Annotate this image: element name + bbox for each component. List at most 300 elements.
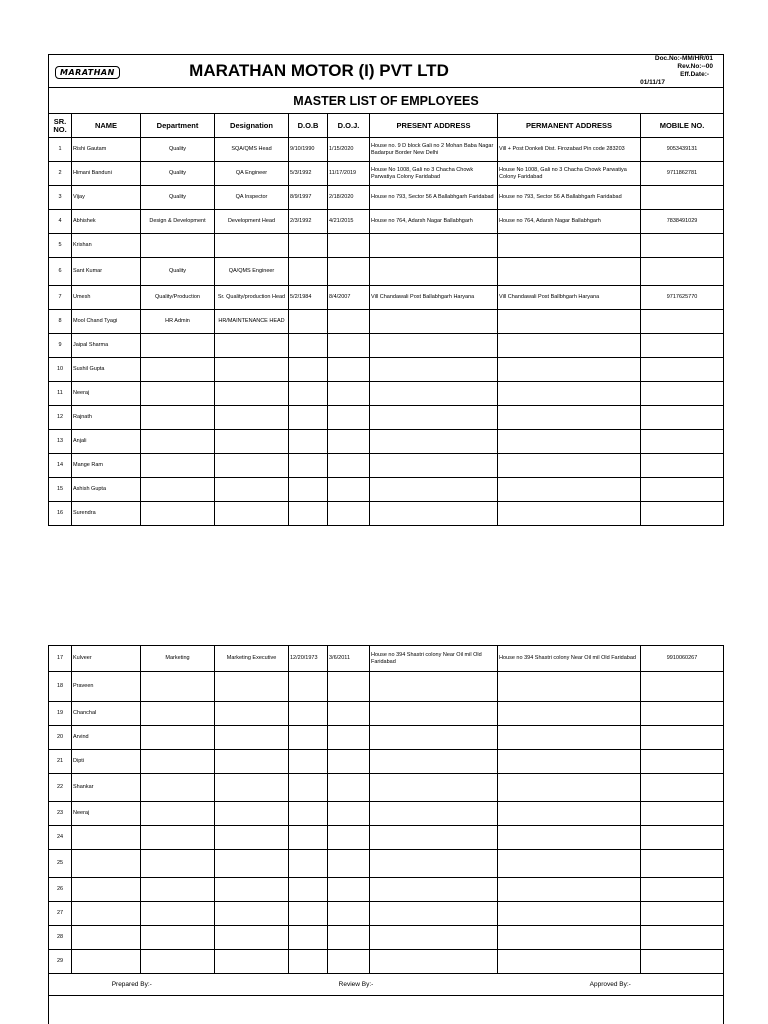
table-row [49, 430, 724, 454]
cell-designation [215, 950, 289, 974]
cell-permanent-address [498, 850, 641, 878]
revision-number: Rev.No:--00 [677, 63, 714, 70]
cell-department [141, 406, 215, 430]
cell-department [141, 902, 215, 926]
signature-space-row [49, 996, 724, 1024]
cell-doj: 11/17/2019 [328, 162, 370, 186]
table-row [49, 258, 724, 286]
col-name: NAME [72, 114, 141, 138]
cell-sr: 27 [49, 902, 72, 926]
cell-present-address [370, 234, 498, 258]
table-row [49, 826, 724, 850]
cell-designation: QA Engineer [215, 162, 289, 186]
cell-mobile: 9711862781 [641, 162, 724, 186]
cell-mobile [641, 430, 724, 454]
cell-dob [289, 902, 328, 926]
cell-designation [215, 850, 289, 878]
cell-name: Kulveer [72, 646, 141, 672]
cell-designation [215, 430, 289, 454]
cell-dob [289, 502, 328, 526]
cell-present-address [370, 826, 498, 850]
cell-dob [289, 672, 328, 702]
cell-permanent-address: Vill Chandawali Post Ballbhgarh Haryana [498, 286, 641, 310]
cell-present-address [370, 850, 498, 878]
cell-sr: 28 [49, 926, 72, 950]
title-row [49, 88, 724, 114]
logo-cell [49, 55, 141, 88]
cell-dob [289, 430, 328, 454]
cell-permanent-address [498, 382, 641, 406]
cell-dob: 5/2/1984 [289, 286, 328, 310]
cell-doj [328, 826, 370, 850]
effective-date-label: Eff.Date:- [680, 71, 710, 78]
table-row [49, 774, 724, 802]
cell-department [141, 702, 215, 726]
cell-dob: 9/10/1990 [289, 138, 328, 162]
cell-present-address [370, 902, 498, 926]
cell-designation [215, 802, 289, 826]
cell-dob [289, 358, 328, 382]
cell-name [72, 878, 141, 902]
cell-designation [215, 726, 289, 750]
cell-dob [289, 406, 328, 430]
col-present-address: PRESENT ADDRESS [370, 114, 498, 138]
cell-department [141, 358, 215, 382]
cell-dob [289, 310, 328, 334]
cell-designation [215, 358, 289, 382]
cell-name: Himani Banduni [72, 162, 141, 186]
table-row [49, 902, 724, 926]
cell-name: Rajnath [72, 406, 141, 430]
cell-sr: 16 [49, 502, 72, 526]
cell-permanent-address [498, 478, 641, 502]
cell-sr: 17 [49, 646, 72, 672]
cell-mobile [641, 186, 724, 210]
table-row [49, 454, 724, 478]
cell-doj [328, 502, 370, 526]
cell-mobile [641, 902, 724, 926]
col-designation: Designation [215, 114, 289, 138]
cell-permanent-address [498, 358, 641, 382]
cell-dob [289, 878, 328, 902]
cell-designation [215, 878, 289, 902]
cell-name: Anjali [72, 430, 141, 454]
cell-sr: 7 [49, 286, 72, 310]
table-row [49, 210, 724, 234]
cell-permanent-address [498, 950, 641, 974]
cell-department: Quality/Production [141, 286, 215, 310]
cell-mobile [641, 702, 724, 726]
cell-sr: 10 [49, 358, 72, 382]
cell-sr: 20 [49, 726, 72, 750]
cell-dob: 2/3/1992 [289, 210, 328, 234]
cell-department [141, 334, 215, 358]
cell-permanent-address: Vill + Post Donkeli Dist. Firozabad Pin code 283203 [498, 138, 641, 162]
cell-permanent-address [498, 774, 641, 802]
table-row [49, 672, 724, 702]
cell-name: Chanchal [72, 702, 141, 726]
cell-department [141, 878, 215, 902]
cell-mobile: 9717625770 [641, 286, 724, 310]
cell-present-address [370, 774, 498, 802]
table-row [49, 286, 724, 310]
cell-name: Dipti [72, 750, 141, 774]
cell-sr: 24 [49, 826, 72, 850]
cell-name [72, 926, 141, 950]
cell-department: Quality [141, 138, 215, 162]
col-permanent-address: PERMANENT ADDRESS [498, 114, 641, 138]
cell-mobile: 9910060267 [641, 646, 724, 672]
cell-mobile [641, 478, 724, 502]
cell-sr: 22 [49, 774, 72, 802]
cell-designation [215, 902, 289, 926]
cell-sr: 2 [49, 162, 72, 186]
cell-doj [328, 878, 370, 902]
cell-dob: 5/3/1992 [289, 162, 328, 186]
cell-sr: 14 [49, 454, 72, 478]
cell-designation [215, 382, 289, 406]
cell-name: Neeraj [72, 382, 141, 406]
cell-doj [328, 258, 370, 286]
effective-date: 01/11/17 [640, 79, 666, 86]
cell-name [72, 950, 141, 974]
review-by-label: Review By:- [215, 974, 498, 996]
cell-name [72, 902, 141, 926]
cell-present-address [370, 478, 498, 502]
cell-present-address [370, 502, 498, 526]
cell-designation [215, 234, 289, 258]
col-doj: D.O.J. [328, 114, 370, 138]
cell-permanent-address [498, 750, 641, 774]
cell-designation [215, 454, 289, 478]
cell-sr: 13 [49, 430, 72, 454]
table-row [49, 750, 724, 774]
cell-present-address [370, 878, 498, 902]
cell-dob [289, 950, 328, 974]
cell-name: Ashish Gupta [72, 478, 141, 502]
cell-department [141, 826, 215, 850]
cell-mobile [641, 334, 724, 358]
table-row [49, 850, 724, 878]
cell-department [141, 502, 215, 526]
cell-mobile [641, 382, 724, 406]
table-row [49, 334, 724, 358]
cell-designation [215, 702, 289, 726]
cell-present-address [370, 750, 498, 774]
cell-department [141, 478, 215, 502]
cell-doj [328, 672, 370, 702]
cell-doj [328, 478, 370, 502]
cell-present-address: House No 1008, Gali no 3 Chacha Chowk Parwatiya Colony Faridabad [370, 162, 498, 186]
cell-designation: QA/QMS Engineer [215, 258, 289, 286]
cell-mobile [641, 774, 724, 802]
cell-department [141, 234, 215, 258]
page-title: MASTER LIST OF EMPLOYEES [49, 88, 724, 114]
cell-permanent-address [498, 672, 641, 702]
cell-dob [289, 478, 328, 502]
cell-name: Vijay [72, 186, 141, 210]
cell-department [141, 774, 215, 802]
cell-designation: SQA/QMS Head [215, 138, 289, 162]
cell-sr: 23 [49, 802, 72, 826]
cell-mobile [641, 850, 724, 878]
employee-table-page2 [48, 645, 724, 1024]
table-row [49, 702, 724, 726]
cell-designation [215, 750, 289, 774]
table-row [49, 646, 724, 672]
cell-name: Praveen [72, 672, 141, 702]
cell-dob [289, 774, 328, 802]
cell-dob [289, 334, 328, 358]
doc-number: Doc.No:-MM/HR/01 [654, 55, 714, 62]
cell-dob [289, 234, 328, 258]
cell-designation [215, 502, 289, 526]
cell-dob [289, 850, 328, 878]
cell-name: Shankar [72, 774, 141, 802]
table-row [49, 162, 724, 186]
cell-permanent-address [498, 234, 641, 258]
cell-permanent-address [498, 430, 641, 454]
cell-mobile [641, 358, 724, 382]
cell-present-address: House no. 9 D block Gali no 2 Mohan Baba Nagar Badarpur Border New Delhi [370, 138, 498, 162]
cell-name: Sushil Gupta [72, 358, 141, 382]
cell-mobile [641, 826, 724, 850]
cell-present-address [370, 382, 498, 406]
cell-present-address: House no 793, Sector 56 A Ballabhgarh Faridabad [370, 186, 498, 210]
cell-designation: Marketing Executive [215, 646, 289, 672]
cell-name: Mange Ram [72, 454, 141, 478]
cell-doj [328, 702, 370, 726]
cell-doj [328, 430, 370, 454]
cell-permanent-address [498, 454, 641, 478]
cell-department [141, 802, 215, 826]
cell-permanent-address [498, 258, 641, 286]
cell-doj: 4/21/2015 [328, 210, 370, 234]
table-row [49, 926, 724, 950]
table-row [49, 950, 724, 974]
cell-present-address [370, 726, 498, 750]
company-logo: MARATHAN [55, 66, 120, 79]
cell-doj [328, 802, 370, 826]
cell-sr: 6 [49, 258, 72, 286]
cell-name: Arvind [72, 726, 141, 750]
cell-doj [328, 926, 370, 950]
cell-name: Sant Kumar [72, 258, 141, 286]
document-header [49, 55, 724, 88]
cell-name [72, 826, 141, 850]
cell-dob: 8/9/1997 [289, 186, 328, 210]
column-header-row [49, 114, 724, 138]
cell-designation [215, 926, 289, 950]
employee-rows-page2 [49, 646, 724, 974]
prepared-by-label: Prepared By:- [49, 974, 215, 996]
cell-mobile [641, 310, 724, 334]
table-row [49, 406, 724, 430]
cell-designation: Development Head [215, 210, 289, 234]
employee-table-page1 [48, 54, 724, 526]
cell-dob: 12/20/1973 [289, 646, 328, 672]
cell-department [141, 672, 215, 702]
cell-present-address: Vill Chandawali Post Ballabhgarh Haryana [370, 286, 498, 310]
cell-sr: 29 [49, 950, 72, 974]
cell-department: Quality [141, 186, 215, 210]
cell-name: Mool Chand Tyagi [72, 310, 141, 334]
cell-name [72, 850, 141, 878]
signature-labels-row [49, 974, 724, 996]
cell-permanent-address [498, 926, 641, 950]
cell-designation [215, 774, 289, 802]
cell-department [141, 726, 215, 750]
cell-present-address [370, 258, 498, 286]
cell-sr: 11 [49, 382, 72, 406]
table-row [49, 138, 724, 162]
cell-sr: 26 [49, 878, 72, 902]
cell-mobile [641, 672, 724, 702]
cell-dob [289, 750, 328, 774]
cell-doj [328, 382, 370, 406]
cell-designation: Sr. Quality/production Head [215, 286, 289, 310]
cell-sr: 8 [49, 310, 72, 334]
cell-dob [289, 702, 328, 726]
cell-name: Neeraj [72, 802, 141, 826]
cell-present-address: House no 394 Shastri colony Near Oil mil Old Faridabad [370, 646, 498, 672]
cell-doj [328, 406, 370, 430]
cell-department [141, 750, 215, 774]
cell-mobile: 7838491029 [641, 210, 724, 234]
cell-name: Krishan [72, 234, 141, 258]
table-row [49, 502, 724, 526]
table-row [49, 726, 724, 750]
cell-designation: QA Inspector [215, 186, 289, 210]
cell-permanent-address [498, 878, 641, 902]
cell-present-address [370, 334, 498, 358]
col-sr: SR. NO. [49, 114, 72, 138]
cell-doj [328, 850, 370, 878]
cell-present-address: House no 764, Adarsh Nagar Ballabhgarh [370, 210, 498, 234]
cell-designation [215, 334, 289, 358]
cell-permanent-address [498, 726, 641, 750]
cell-dob [289, 726, 328, 750]
table-row [49, 358, 724, 382]
cell-doj: 2/18/2020 [328, 186, 370, 210]
cell-present-address [370, 406, 498, 430]
cell-mobile [641, 258, 724, 286]
cell-department [141, 950, 215, 974]
cell-doj [328, 334, 370, 358]
cell-doj [328, 750, 370, 774]
cell-mobile [641, 802, 724, 826]
cell-permanent-address [498, 310, 641, 334]
cell-mobile [641, 926, 724, 950]
cell-dob [289, 926, 328, 950]
company-name: MARATHAN MOTOR (I) PVT LTD [141, 55, 498, 88]
cell-department [141, 454, 215, 478]
table-row [49, 802, 724, 826]
cell-sr: 3 [49, 186, 72, 210]
cell-doj [328, 950, 370, 974]
cell-department [141, 926, 215, 950]
cell-mobile [641, 750, 724, 774]
cell-designation [215, 672, 289, 702]
cell-sr: 18 [49, 672, 72, 702]
cell-permanent-address [498, 826, 641, 850]
cell-permanent-address [498, 406, 641, 430]
cell-doj: 3/6/2011 [328, 646, 370, 672]
cell-sr: 9 [49, 334, 72, 358]
cell-sr: 12 [49, 406, 72, 430]
cell-sr: 19 [49, 702, 72, 726]
employee-rows-page1 [49, 138, 724, 526]
cell-dob [289, 382, 328, 406]
table-row [49, 478, 724, 502]
cell-doj: 1/15/2020 [328, 138, 370, 162]
cell-sr: 25 [49, 850, 72, 878]
cell-mobile [641, 406, 724, 430]
cell-name: Umesh [72, 286, 141, 310]
cell-permanent-address [498, 502, 641, 526]
cell-permanent-address: House no 394 Shastri colony Near Oil mil Old Faridabad [498, 646, 641, 672]
cell-dob [289, 802, 328, 826]
cell-doj [328, 310, 370, 334]
cell-designation: HR/MAINTENANCE HEAD [215, 310, 289, 334]
cell-present-address [370, 672, 498, 702]
cell-dob [289, 258, 328, 286]
cell-present-address [370, 926, 498, 950]
cell-sr: 4 [49, 210, 72, 234]
cell-sr: 21 [49, 750, 72, 774]
cell-name: Surendra [72, 502, 141, 526]
cell-present-address [370, 430, 498, 454]
cell-permanent-address [498, 334, 641, 358]
cell-designation [215, 478, 289, 502]
table-row [49, 186, 724, 210]
cell-present-address [370, 702, 498, 726]
cell-permanent-address: House no 764, Adarsh Nagar Ballabhgarh [498, 210, 641, 234]
cell-department: Quality [141, 162, 215, 186]
cell-dob [289, 826, 328, 850]
cell-doj [328, 234, 370, 258]
cell-mobile [641, 502, 724, 526]
cell-department: Marketing [141, 646, 215, 672]
cell-permanent-address [498, 902, 641, 926]
cell-doj [328, 902, 370, 926]
cell-present-address [370, 358, 498, 382]
cell-sr: 5 [49, 234, 72, 258]
cell-permanent-address [498, 802, 641, 826]
cell-sr: 1 [49, 138, 72, 162]
approved-by-label: Approved By:- [498, 974, 724, 996]
cell-name: Rishi Gautam [72, 138, 141, 162]
cell-department: HR Admin [141, 310, 215, 334]
cell-present-address [370, 310, 498, 334]
col-mobile: MOBILE NO. [641, 114, 724, 138]
cell-doj [328, 358, 370, 382]
signature-space [49, 996, 724, 1024]
cell-permanent-address [498, 702, 641, 726]
cell-department: Design & Development [141, 210, 215, 234]
cell-mobile [641, 950, 724, 974]
table-row [49, 382, 724, 406]
col-department: Department [141, 114, 215, 138]
cell-doj: 8/4/2007 [328, 286, 370, 310]
cell-mobile [641, 726, 724, 750]
cell-department [141, 382, 215, 406]
cell-present-address [370, 454, 498, 478]
cell-mobile: 9053439131 [641, 138, 724, 162]
cell-mobile [641, 878, 724, 902]
cell-department [141, 850, 215, 878]
cell-designation [215, 826, 289, 850]
